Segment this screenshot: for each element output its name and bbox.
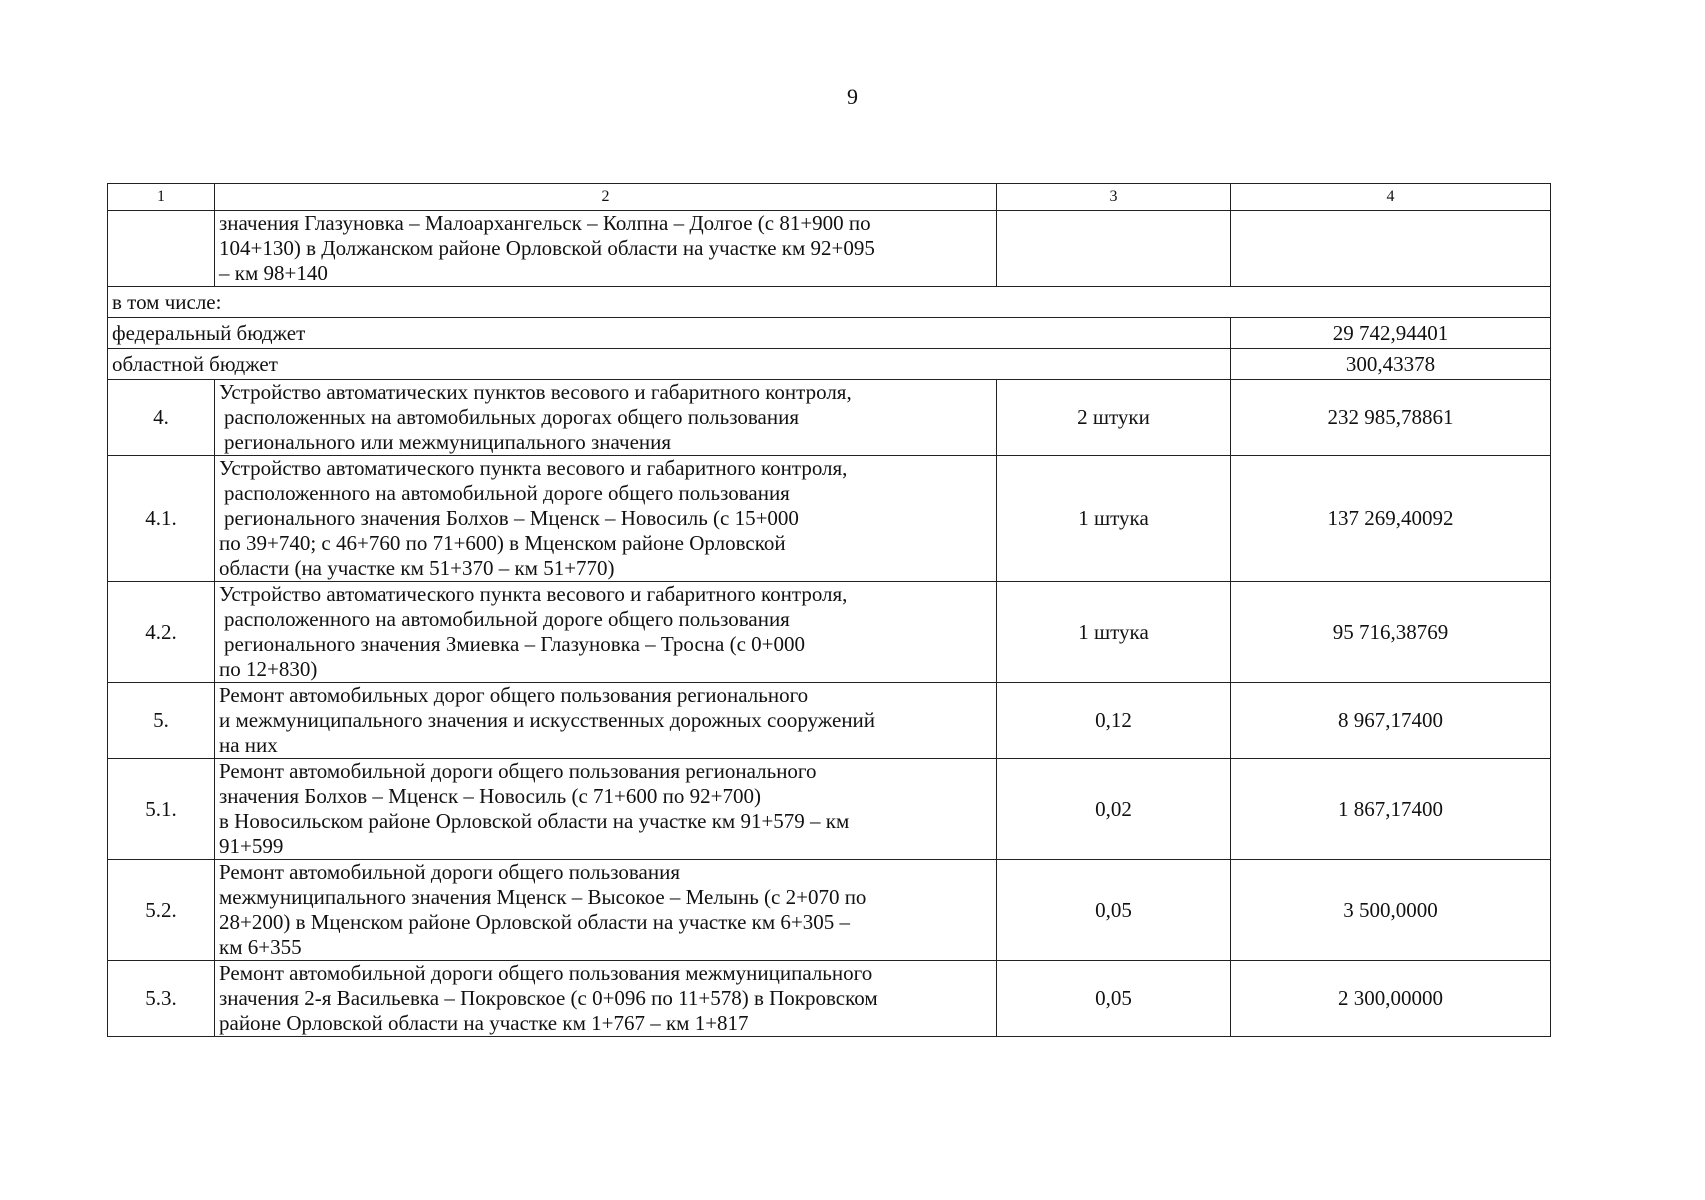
description-line: 91+599 xyxy=(219,834,284,858)
description-line: расположенного на автомобильной дороге общего пользования xyxy=(224,607,790,631)
description-line: регионального значения Змиевка – Глазуновка – Тросна (с 0+000 xyxy=(224,632,805,656)
description-line: Устройство автоматических пунктов весового и габаритного контроля, xyxy=(219,380,852,404)
column-header-2: 2 xyxy=(215,184,997,211)
including-label: в том числе: xyxy=(108,287,1551,318)
description-line: Ремонт автомобильной дороги общего пользования xyxy=(219,860,680,884)
row-description xyxy=(215,456,997,582)
regional-budget-row xyxy=(108,349,1551,380)
continuation-line: 104+130) в Должанском районе Орловской области на участке км 92+095 xyxy=(219,236,875,260)
table-row xyxy=(108,961,1551,1037)
row-description xyxy=(215,860,997,961)
description-line: регионального или межмуниципального значения xyxy=(224,430,672,454)
continuation-desc-cell xyxy=(215,211,997,287)
description-line: Ремонт автомобильных дорог общего пользования регионального xyxy=(219,683,809,707)
description-line: Ремонт автомобильной дороги общего пользования межмуниципального xyxy=(219,961,873,985)
column-header-4: 4 xyxy=(1231,184,1551,211)
row-amount: 137 269,40092 xyxy=(1231,456,1551,582)
row-number: 5.2. xyxy=(108,860,215,961)
federal-budget-label: федеральный бюджет xyxy=(108,318,1231,349)
description-line: расположенного на автомобильной дороге общего пользования xyxy=(224,481,790,505)
table-row xyxy=(108,759,1551,860)
description-line: значения Болхов – Мценск – Новосиль (с 71+600 по 92+700) xyxy=(219,784,761,808)
row-description xyxy=(215,961,997,1037)
row-amount: 1 867,17400 xyxy=(1231,759,1551,860)
description-line: Устройство автоматического пункта весового и габаритного контроля, xyxy=(219,456,848,480)
page-number: 9 xyxy=(847,84,858,109)
continuation-amount-cell xyxy=(1231,211,1551,287)
row-number: 5. xyxy=(108,683,215,759)
description-line: Ремонт автомобильной дороги общего пользования регионального xyxy=(219,759,817,783)
row-description xyxy=(215,582,997,683)
federal-budget-amount: 29 742,94401 xyxy=(1231,318,1551,349)
table-row xyxy=(108,683,1551,759)
table-header-row xyxy=(108,184,1551,211)
row-number: 4.2. xyxy=(108,582,215,683)
continuation-qty-cell xyxy=(997,211,1231,287)
regional-budget-amount: 300,43378 xyxy=(1231,349,1551,380)
row-quantity: 1 штука xyxy=(997,456,1231,582)
table-row xyxy=(108,860,1551,961)
row-description xyxy=(215,380,997,456)
description-line: регионального значения Болхов – Мценск – Новосиль (с 15+000 xyxy=(224,506,799,530)
column-header-3: 3 xyxy=(997,184,1231,211)
description-line: км 6+355 xyxy=(219,935,302,959)
description-line: по 39+740; с 46+760 по 71+600) в Мценском районе Орловской xyxy=(219,531,786,555)
row-amount: 2 300,00000 xyxy=(1231,961,1551,1037)
table-row xyxy=(108,456,1551,582)
continuation-row xyxy=(108,211,1551,287)
description-line: в Новосильском районе Орловской области на участке км 91+579 – км xyxy=(219,809,850,833)
row-number: 5.3. xyxy=(108,961,215,1037)
row-number: 4. xyxy=(108,380,215,456)
description-line: на них xyxy=(219,733,278,757)
row-description xyxy=(215,683,997,759)
description-line: 28+200) в Мценском районе Орловской области на участке км 6+305 – xyxy=(219,910,851,934)
federal-budget-row xyxy=(108,318,1551,349)
description-line: по 12+830) xyxy=(219,657,318,681)
description-line: значения 2-я Васильевка – Покровское (с 0+096 по 11+578) в Покровском xyxy=(219,986,878,1010)
row-number: 5.1. xyxy=(108,759,215,860)
description-line: области (на участке км 51+370 – км 51+770) xyxy=(219,556,615,580)
description-line: Устройство автоматического пункта весового и габаритного контроля, xyxy=(219,582,848,606)
table-row xyxy=(108,380,1551,456)
row-quantity: 0,02 xyxy=(997,759,1231,860)
description-line: расположенных на автомобильных дорогах общего пользования xyxy=(224,405,800,429)
continuation-line: – км 98+140 xyxy=(219,261,328,285)
row-amount: 3 500,0000 xyxy=(1231,860,1551,961)
row-amount: 8 967,17400 xyxy=(1231,683,1551,759)
row-description xyxy=(215,759,997,860)
including-row xyxy=(108,287,1551,318)
row-quantity: 1 штука xyxy=(997,582,1231,683)
row-amount: 232 985,78861 xyxy=(1231,380,1551,456)
row-number: 4.1. xyxy=(108,456,215,582)
row-quantity: 0,05 xyxy=(997,860,1231,961)
continuation-num-cell xyxy=(108,211,215,287)
column-header-1: 1 xyxy=(108,184,215,211)
row-quantity: 0,05 xyxy=(997,961,1231,1037)
table-row xyxy=(108,582,1551,683)
row-quantity: 2 штуки xyxy=(997,380,1231,456)
row-quantity: 0,12 xyxy=(997,683,1231,759)
description-line: районе Орловской области на участке км 1+767 – км 1+817 xyxy=(219,1011,749,1035)
continuation-line: значения Глазуновка – Малоархангельск – Колпна – Долгое (с 81+900 по xyxy=(219,211,871,235)
description-line: и межмуниципального значения и искусственных дорожных сооружений xyxy=(219,708,876,732)
budget-table xyxy=(107,183,1551,1037)
description-line: межмуниципального значения Мценск – Высокое – Мелынь (с 2+070 по xyxy=(219,885,867,909)
regional-budget-label: областной бюджет xyxy=(108,349,1231,380)
row-amount: 95 716,38769 xyxy=(1231,582,1551,683)
